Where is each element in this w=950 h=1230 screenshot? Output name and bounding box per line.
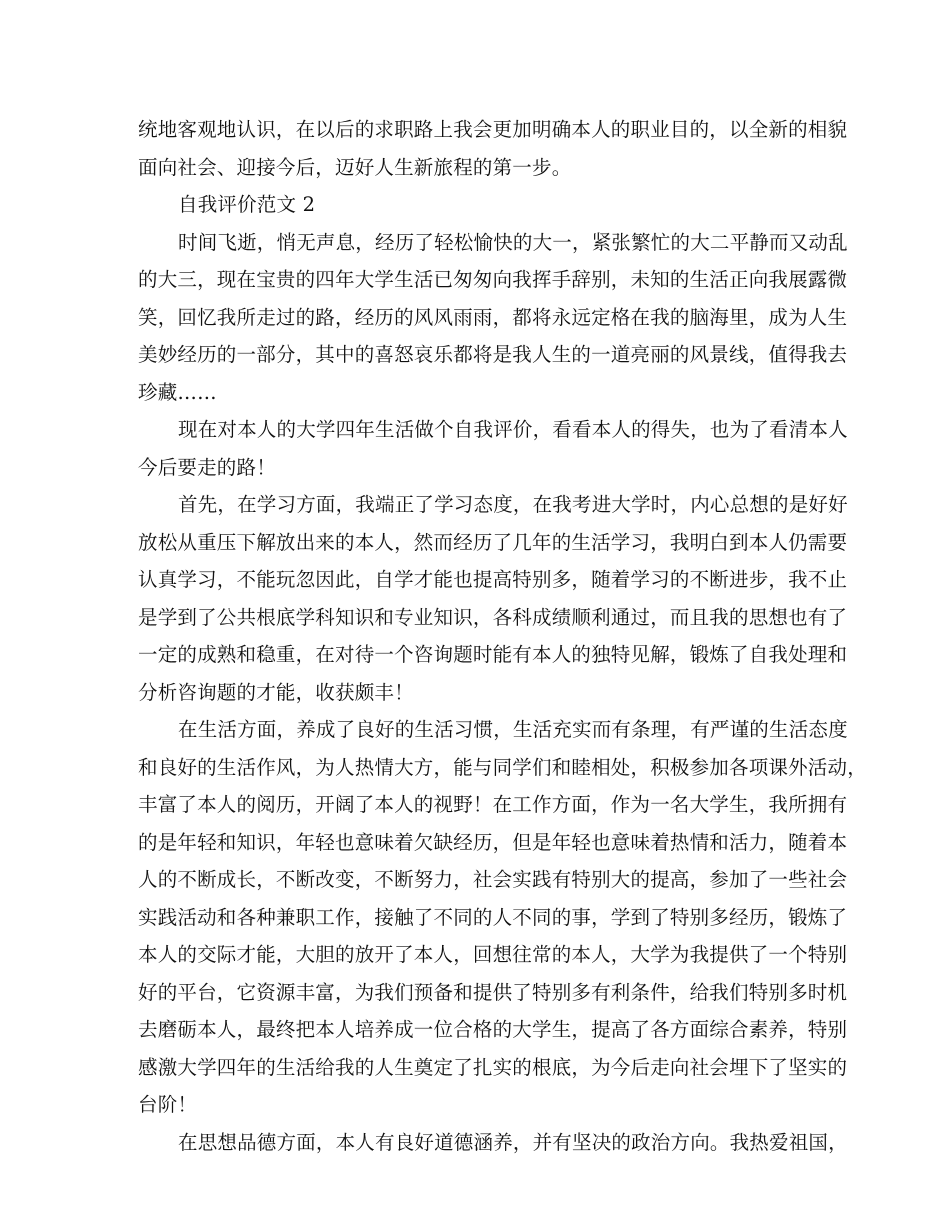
text-line: 分析咨询题的才能，收获颇丰！ <box>138 681 414 704</box>
text-line: 本人的交际才能，大胆的放开了本人，回想往常的本人，大学为我提供了一个特别 <box>138 943 848 966</box>
section-heading: 自我评价范文 2 <box>178 193 316 216</box>
text-line: 一定的成熟和稳重，在对待一个咨询题时能有本人的独特见解，锻炼了自我处理和 <box>138 643 848 666</box>
paragraph-start: 时间飞逝，悄无声息，经历了轻松愉快的大一，紧张繁忙的大二平静而又动乱 <box>178 231 848 254</box>
paragraph-start: 在生活方面，养成了良好的生活习惯，生活充实而有条理，有严谨的生活态度 <box>178 718 848 741</box>
paragraph-start: 首先，在学习方面，我端正了学习态度，在我考进大学时，内心总想的是好好 <box>178 493 848 516</box>
text-line: 的是年轻和知识，年轻也意味着欠缺经历，但是年轻也意味着热情和活力，随着本 <box>138 831 848 854</box>
text-line: 笑，回忆我所走过的路，经历的风风雨雨，都将永远定格在我的脑海里，成为人生 <box>138 306 848 329</box>
paragraph-start: 在思想品德方面，本人有良好道德涵养，并有坚决的政治方向。我热爱祖国， <box>178 1131 848 1154</box>
text-line: 的大三，现在宝贵的四年大学生活已匆匆向我挥手辞别，未知的生活正向我展露微 <box>138 268 848 291</box>
text-line: 和良好的生活作风，为人热情大方，能与同学们和睦相处，积极参加各项课外活动， <box>138 756 867 779</box>
text-line: 台阶！ <box>138 1093 198 1116</box>
text-line: 感激大学四年的生活给我的人生奠定了扎实的根底，为今后走向社会埋下了坚实的 <box>138 1056 848 1079</box>
text-line: 美妙经历的一部分，其中的喜怒哀乐都将是我人生的一道亮丽的风景线，值得我去 <box>138 343 848 366</box>
text-line: 实践活动和各种兼职工作，接触了不同的人不同的事，学到了特别多经历，锻炼了 <box>138 906 848 929</box>
text-line: 今后要走的路！ <box>138 456 276 479</box>
text-line: 是学到了公共根底学科知识和专业知识，各科成绩顺利通过，而且我的思想也有了 <box>138 606 848 629</box>
text-line: 好的平台，它资源丰富，为我们预备和提供了特别多有利条件，给我们特别多时机 <box>138 981 848 1004</box>
text-line: 人的不断成长，不断改变，不断努力，社会实践有特别大的提高，参加了一些社会 <box>138 868 848 891</box>
paragraph-start: 现在对本人的大学四年生活做个自我评价，看看本人的得失，也为了看清本人 <box>178 418 848 441</box>
text-line: 认真学习，不能玩忽因此，自学才能也提高特别多，随着学习的不断进步，我不止 <box>138 568 848 591</box>
text-line: 丰富了本人的阅历，开阔了本人的视野！在工作方面，作为一名大学生，我所拥有 <box>138 793 848 816</box>
text-line: 珍藏…… <box>138 381 217 404</box>
text-line: 面向社会、迎接今后，迈好人生新旅程的第一步。 <box>138 156 572 179</box>
text-line: 统地客观地认识，在以后的求职路上我会更加明确本人的职业目的，以全新的相貌 <box>138 118 848 141</box>
text-line: 去磨砺本人，最终把本人培养成一位合格的大学生，提高了各方面综合素养，特别 <box>138 1018 848 1041</box>
text-line: 放松从重压下解放出来的本人，然而经历了几年的生活学习，我明白到本人仍需要 <box>138 531 848 554</box>
